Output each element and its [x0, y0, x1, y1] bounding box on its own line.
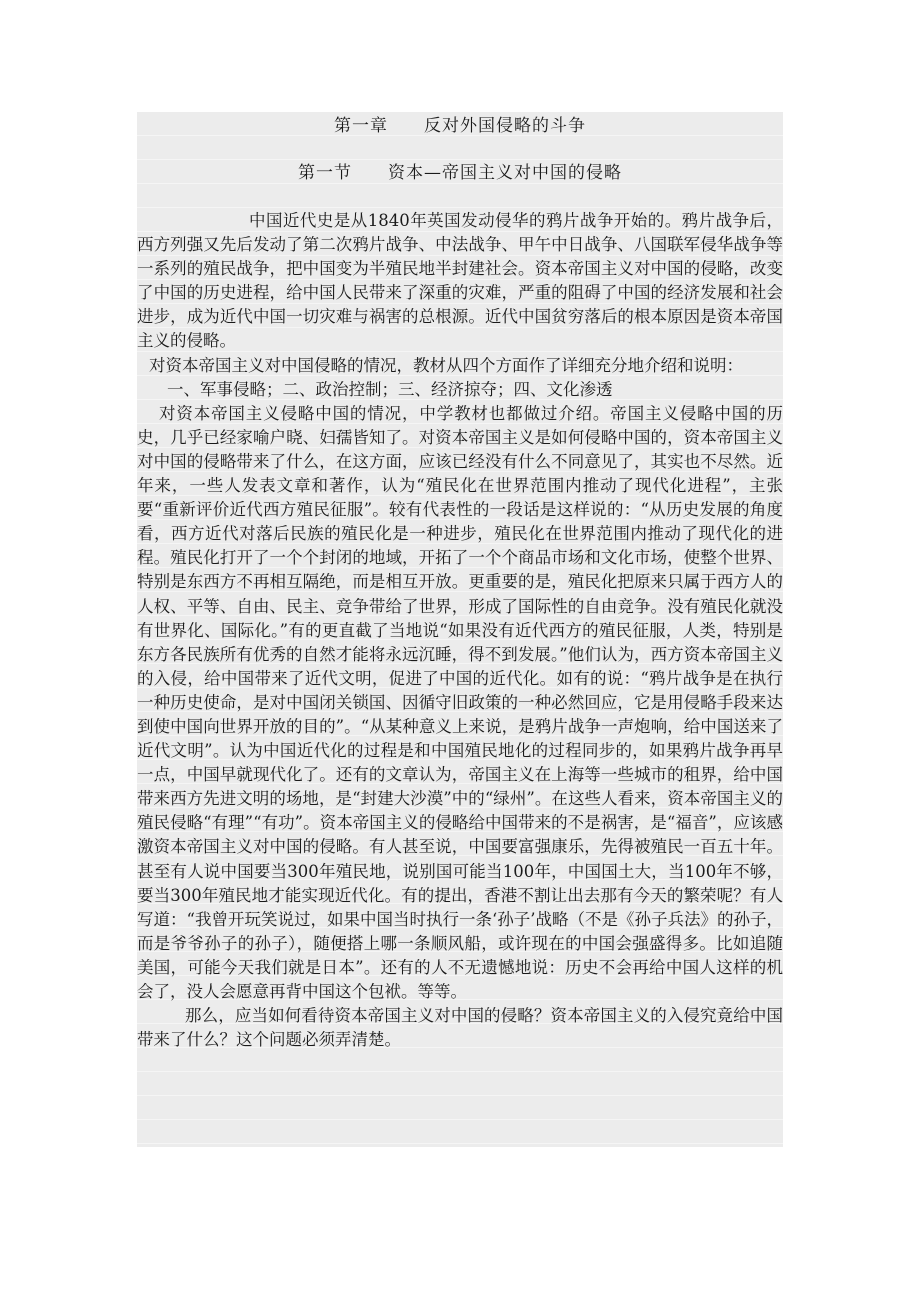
section-number: 第一节 [298, 163, 352, 183]
paragraph-overview: 对资本帝国主义对中国侵略的情况，教材从四个方面作了详细充分地介绍和说明： [149, 355, 743, 375]
paragraph-list: 一、军事侵略；二、政治控制；三、经济掠夺；四、文化渗透 [167, 379, 613, 399]
paragraph-discussion: 对资本帝国主义侵略中国的情况，中学教材也都做过介绍。帝国主义侵略中国的历史，几乎已经家喻户晓、妇孺皆知了。对资本帝国主义是如何侵略中国的，资本帝国主义对中国的侵略带来了什么，在这方面，应该已经没有什么不同意见了，其实也不尽然。近年来，一些人发表文章和著作，认为“殖民化在世界范围内推动了现代化进程”，主张要“重新评价近代西方殖民征服”。较有代表性的一段话是这样说的：“从历史发展的角度看，西方近代对落后民族的殖民化是一种进步，殖民化在世界范围内推动了现代化的进程。殖民化打开了一个个封闭的地域，开拓了一个个商品市场和文化市场，使整个世界、特别是东西方不再相互隔绝，而是相互开放。更重要的是，殖民化把原来只属于西方人的人权、平等、自由、民主、竞争带给了世界，形成了国际性的自由竞争。没有殖民化就没有世界化、国际化。”有的更直截了当地说“如果没有近代西方的殖民征服，人类，特别是东方各民族所有优秀的自然才能将永远沉睡，得不到发展。”他们认为，西方资本帝国主义的入侵，给中国带来了近代文明，促进了中国的近代化。如有的说：“鸦片战争是在执行一种历史使命，是对中国闭关锁国、因循守旧政策的一种必然回应，它是用侵略手段来达到使中国向世界开放的目的”。“从某种意义上来说，是鸦片战争一声炮响，给中国送来了近代文明”。认为中国近代化的过程是和中国殖民地化的过程同步的，如果鸦片战争再早一点，中国早就现代化了。还有的文章认为，帝国主义在上海等一些城市的租界，给中国带来西方先进文明的场地，是“封建大沙漠”中的“绿州”。在这些人看来，资本帝国主义的殖民侵略“有理”“有功”。资本帝国主义的侵略给中国带来的不是祸害，是“福音”，应该感激资本帝国主义对中国的侵略。有人甚至说，中国要富强康乐，先得被殖民一百五十年。甚至有人说中国要当300年殖民地，说别国可能当100年，中国国土大，当100年不够，要当300年殖民地才能实现近代化。有的提出，香港不割让出去那有今天的繁荣呢？有人写道：“我曾开玩笑说过，如果中国当时执行一条‘孙子’战略（不是《孙子兵法》的孙子，而是爷爷孙子的孙子），随便搭上哪一条顺风船，或许现在的中国会强盛得多。比如追随美国，可能今天我们就是日本”。还有的人不无遗憾地说：历史不会再给中国人这样的机会了，没人会愿意再背中国这个包袱。等等。 [137, 403, 783, 1001]
section-name: 资本—帝国主义对中国的侵略 [388, 163, 622, 183]
paragraph-intro: 中国近代史是从1840年英国发动侵华的鸦片战争开始的。鸦片战争后，西方列强又先后发动了第二次鸦片战争、中法战争、甲午中日战争、八国联军侵华战争等一系列的殖民战争，把中国变为半殖民地半封建社会。资本帝国主义对中国的侵略，改变了中国的历史进程，给中国人民带来了深重的灾难，严重的阻碍了中国的经济发展和社会进步，成为近代中国一切灾难与祸害的总根源。近代中国贫穷落后的根本原因是资本帝国主义的侵略。 [137, 211, 783, 351]
section-title [137, 161, 783, 185]
chapter-title [137, 114, 783, 138]
chapter-number: 第一章 [334, 116, 388, 136]
text-block [137, 112, 783, 1147]
body-text [137, 209, 783, 1052]
chapter-name: 反对外国侵略的斗争 [424, 116, 586, 136]
paragraph-conclusion: 那么，应当如何看待资本帝国主义对中国的侵略？资本帝国主义的入侵究竟给中国带来了什么？这个问题必须弄清楚。 [137, 1006, 783, 1050]
